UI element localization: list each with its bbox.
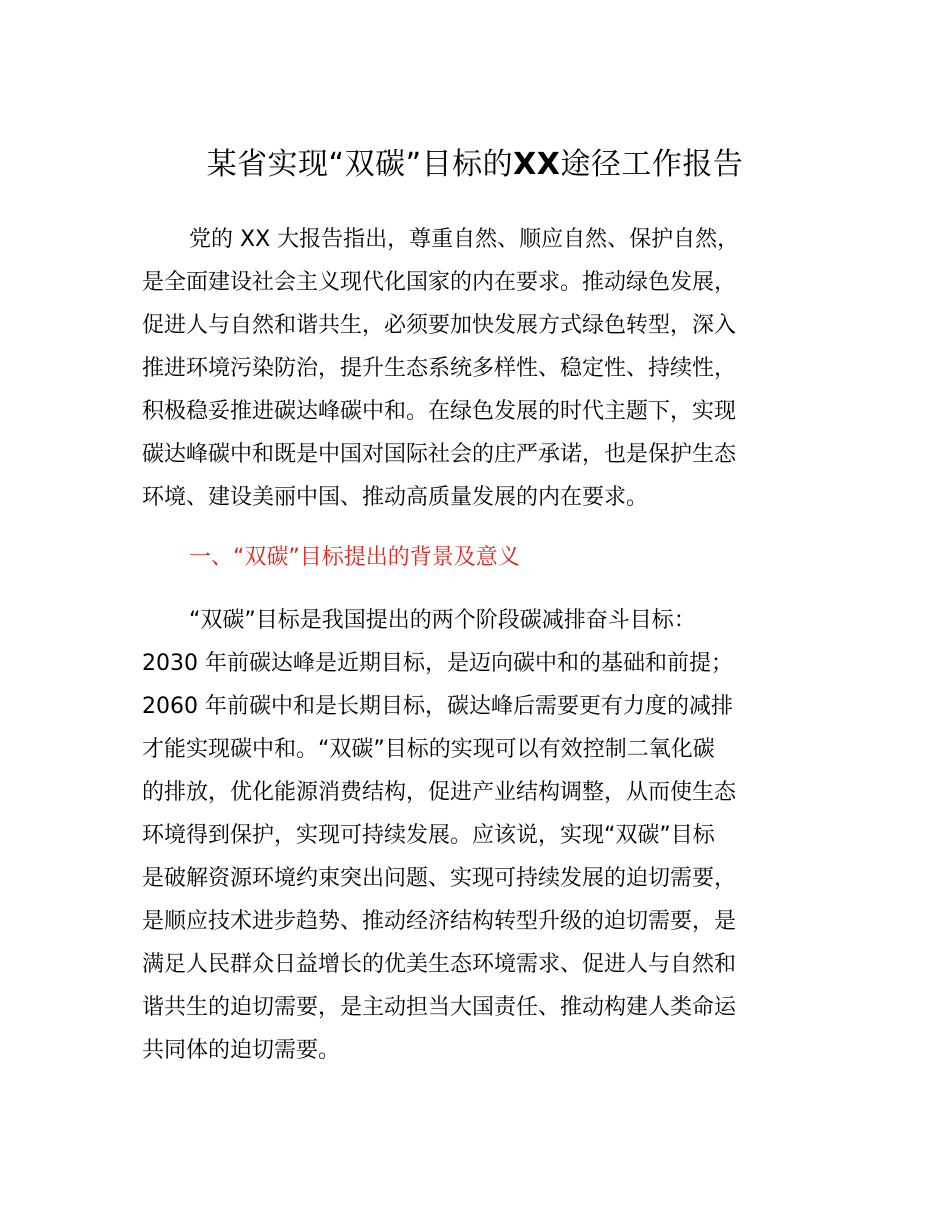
paragraph-line: 党的 XX 大报告指出，尊重自然、顺应自然、保护自然， (189, 227, 740, 252)
paragraph-line: 环境、建设美丽中国、推动高质量发展的内在要求。 (142, 485, 649, 510)
section-heading: 一、“双碳”目标提出的背景及意义 (189, 545, 520, 570)
paragraph-line: 促进人与自然和谐共生，必须要加快发展方式绿色转型，深入 (142, 313, 737, 338)
paragraph-line: 是破解资源环境约束突出问题、实现可持续发展的迫切需要， (142, 866, 737, 891)
paragraph-line: 2060 年前碳中和是长期目标，碳达峰后需要更有力度的减排 (142, 694, 733, 719)
paragraph-line: 推进环境污染防治，提升生态系统多样性、稳定性、持续性， (142, 356, 737, 381)
paragraph-line: 满足人民群众日益增长的优美生态环境需求、促进人与自然和 (142, 952, 737, 977)
paragraph-line: 2030 年前碳达峰是近期目标，是迈向碳中和的基础和前提； (142, 651, 733, 676)
paragraph-line: 环境得到保护，实现可持续发展。应该说，实现“双碳”目标 (142, 823, 715, 848)
paragraph-line: 共同体的迫切需要。 (142, 1038, 341, 1063)
paragraph-line: “双碳”目标是我国提出的两个阶段碳减排奋斗目标： (189, 608, 696, 633)
document-title (0, 143, 950, 187)
paragraph-line: 碳达峰碳中和既是中国对国际社会的庄严承诺，也是保护生态 (142, 442, 737, 467)
paragraph-line: 是顺应技术进步趋势、推动经济结构转型升级的迫切需要，是 (142, 909, 737, 934)
paragraph-line: 谐共生的迫切需要，是主动担当大国责任、推动构建人类命运 (142, 995, 737, 1020)
title-part-3: 途径工作报告 (560, 147, 744, 182)
paragraph-line: 积极稳妥推进碳达峰碳中和。在绿色发展的时代主题下，实现 (142, 399, 737, 424)
paragraph-line: 的排放，优化能源消费结构，促进产业结构调整，从而使生态 (142, 780, 737, 805)
title-part-1: 某省实现“双碳”目标的 (206, 147, 514, 182)
paragraph-line: 是全面建设社会主义现代化国家的内在要求。推动绿色发展， (142, 270, 737, 295)
paragraph-line: 才能实现碳中和。“双碳”目标的实现可以有效控制二氧化碳 (142, 737, 715, 762)
title-part-2: XX (513, 147, 561, 182)
